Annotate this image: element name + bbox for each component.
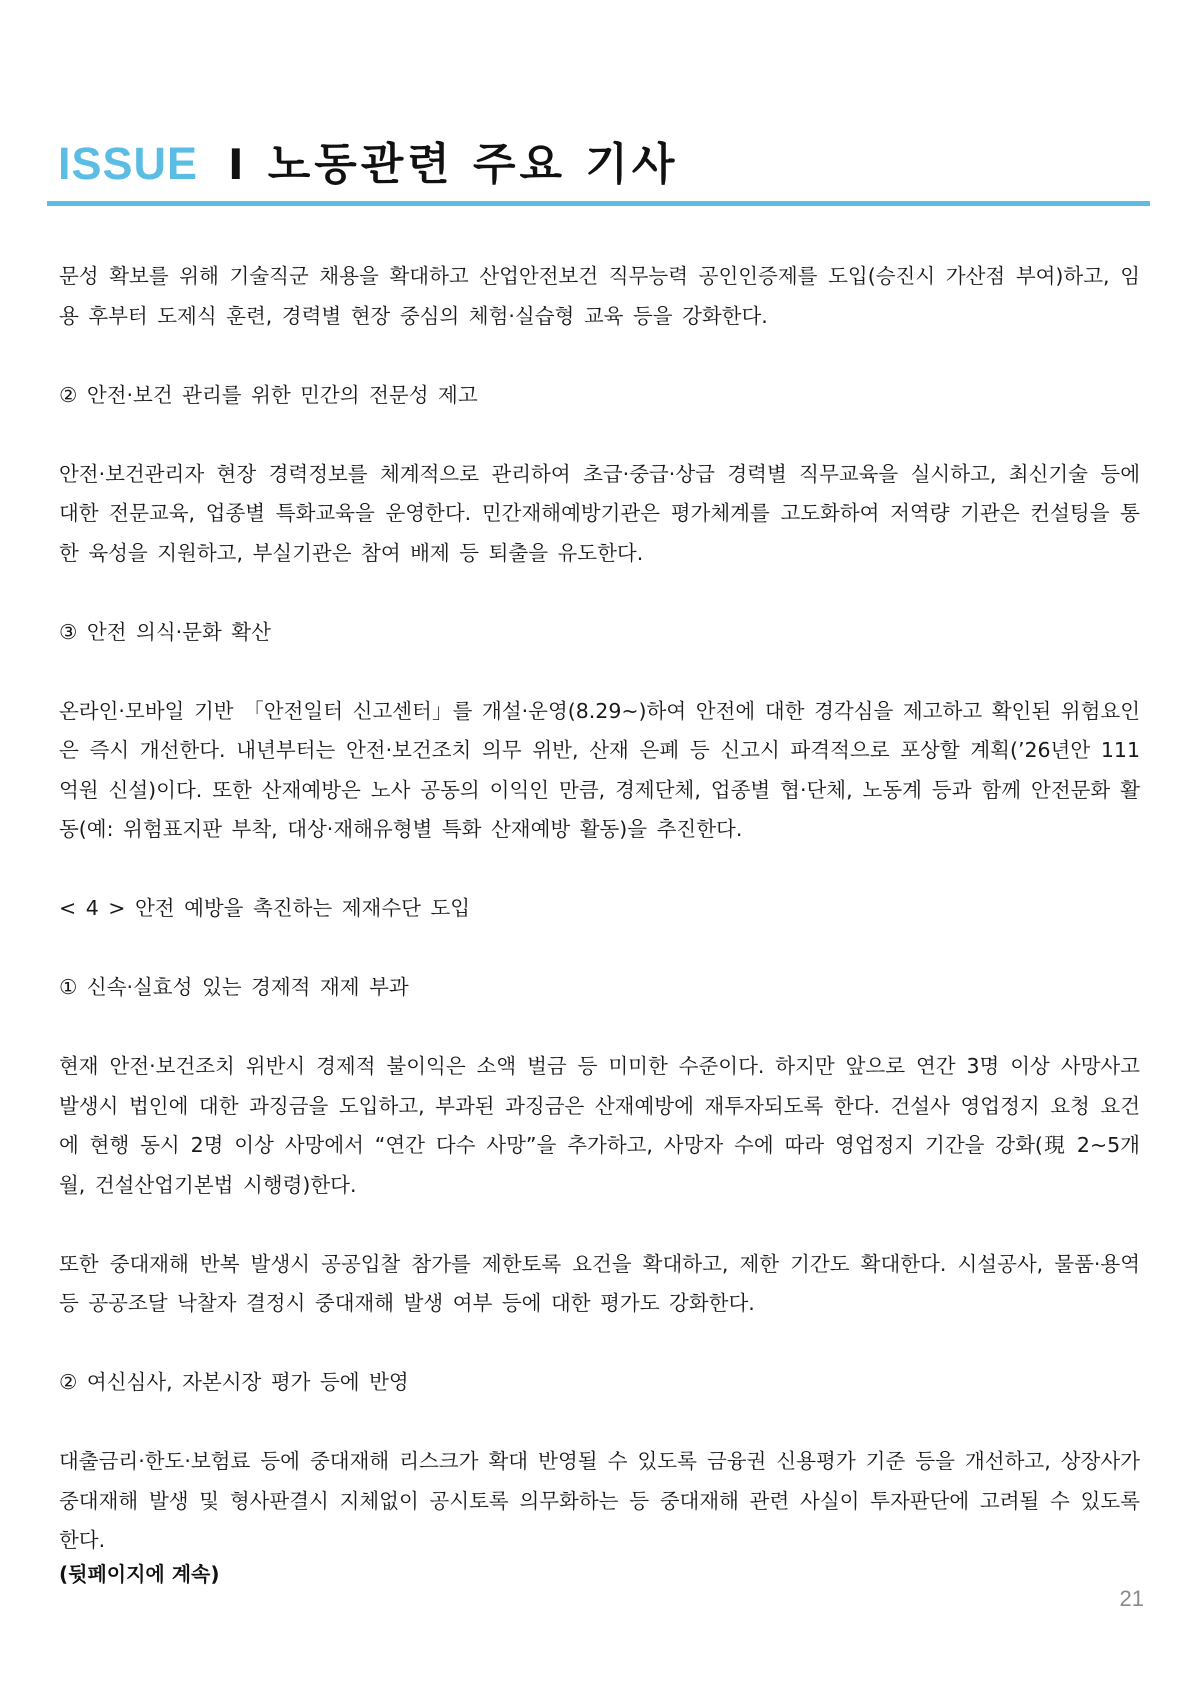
page-number: 21 [1119,1586,1144,1611]
body-paragraph: 현재 안전·보건조치 위반시 경제적 불이익은 소액 벌금 등 미미한 수준이다. 하지만 앞으로 연간 3명 이상 사망사고 발생시 법인에 대한 과징금을 도입하고, 부과된 과징금은 산재예방에 재투자되도록 한다. 건설사 영업정지 요청 요건에 현행 동시 2명 이상 사망에서 “연간 다수 사망”을 추가하고, 사망자 수에 따라 영업정지 기간을 강화(現 2~5개월, 건설산업기본법 시행령)한다. [59,1054,1140,1197]
section-heading: ② 여신심사, 자본시장 평가 등에 반영 [59,1370,409,1394]
page-header [58,128,1147,192]
body-paragraph: 문성 확보를 위해 기술직군 채용을 확대하고 산업안전보건 직무능력 공인인증제를 도입(승진시 가산점 부여)하고, 임용 후부터 도제식 훈련, 경력별 현장 중심의 체험·실습형 교육 등을 강화한다. [59,264,1140,328]
continued-note: (뒷페이지에 계속) [59,1562,220,1586]
body-paragraph: 안전·보건관리자 현장 경력정보를 체계적으로 관리하여 초급·중급·상급 경력별 직무교육을 실시하고, 최신기술 등에 대한 전문교육, 업종별 특화교육을 운영한다. 민간재해예방기관은 평가체계를 고도화하여 저역량 기관은 컨설팅을 통한 육성을 지원하고, 부실기관은 참여 배제 등 퇴출을 유도한다. [59,461,1140,565]
body-paragraph: 대출금리·한도·보험료 등에 중대재해 리스크가 확대 반영될 수 있도록 금융권 신용평가 기준 등을 개선하고, 상장사가 중대재해 발생 및 형사판결시 지체없이 공시토록 의무화하는 등 중대재해 관련 사실이 투자판단에 고려될 수 있도록 한다. [59,1449,1140,1552]
issue-tag: ISSUE [58,138,199,189]
body-paragraph: 또한 중대재해 반복 발생시 공공입찰 참가를 제한토록 요건을 확대하고, 제한 기간도 확대한다. 시설공사, 물품·용역 등 공공조달 낙찰자 결정시 중대재해 발생 여부 등에 대한 평가도 강화한다. [59,1251,1140,1315]
section-heading: ② 안전·보건 관리를 위한 민간의 전문성 제고 [59,382,478,407]
section-heading: < 4 > 안전 예방을 촉진하는 제재수단 도입 [59,896,471,920]
section-heading: ① 신속·실효성 있는 경제적 재제 부과 [59,975,409,999]
article-body [59,257,1140,1561]
body-paragraph: 온라인·모바일 기반 「안전일터 신고센터」를 개설·운영(8.29~)하여 안전에 대한 경각심을 제고하고 확인된 위험요인은 즉시 개선한다. 내년부터는 안전·보건조치 의무 위반, 산재 은폐 등 신고시 파격적으로 포상할 계획(’26년안 111억원 신설)이다. 또한 산재예방은 노사 공동의 이익인 만큼, 경제단체, 업종별 협·단체, 노동계 등과 함께 안전문화 활동(예: 위험표지판 부착, 대상·재해유형별 특화 산재예방 활동)을 추진한다. [59,698,1140,841]
header-divider [47,201,1150,206]
section-heading: ③ 안전 의식·문화 확산 [59,619,271,644]
page-title: 노동관련 주요 기사 [267,139,679,190]
header-separator: I [228,140,244,189]
